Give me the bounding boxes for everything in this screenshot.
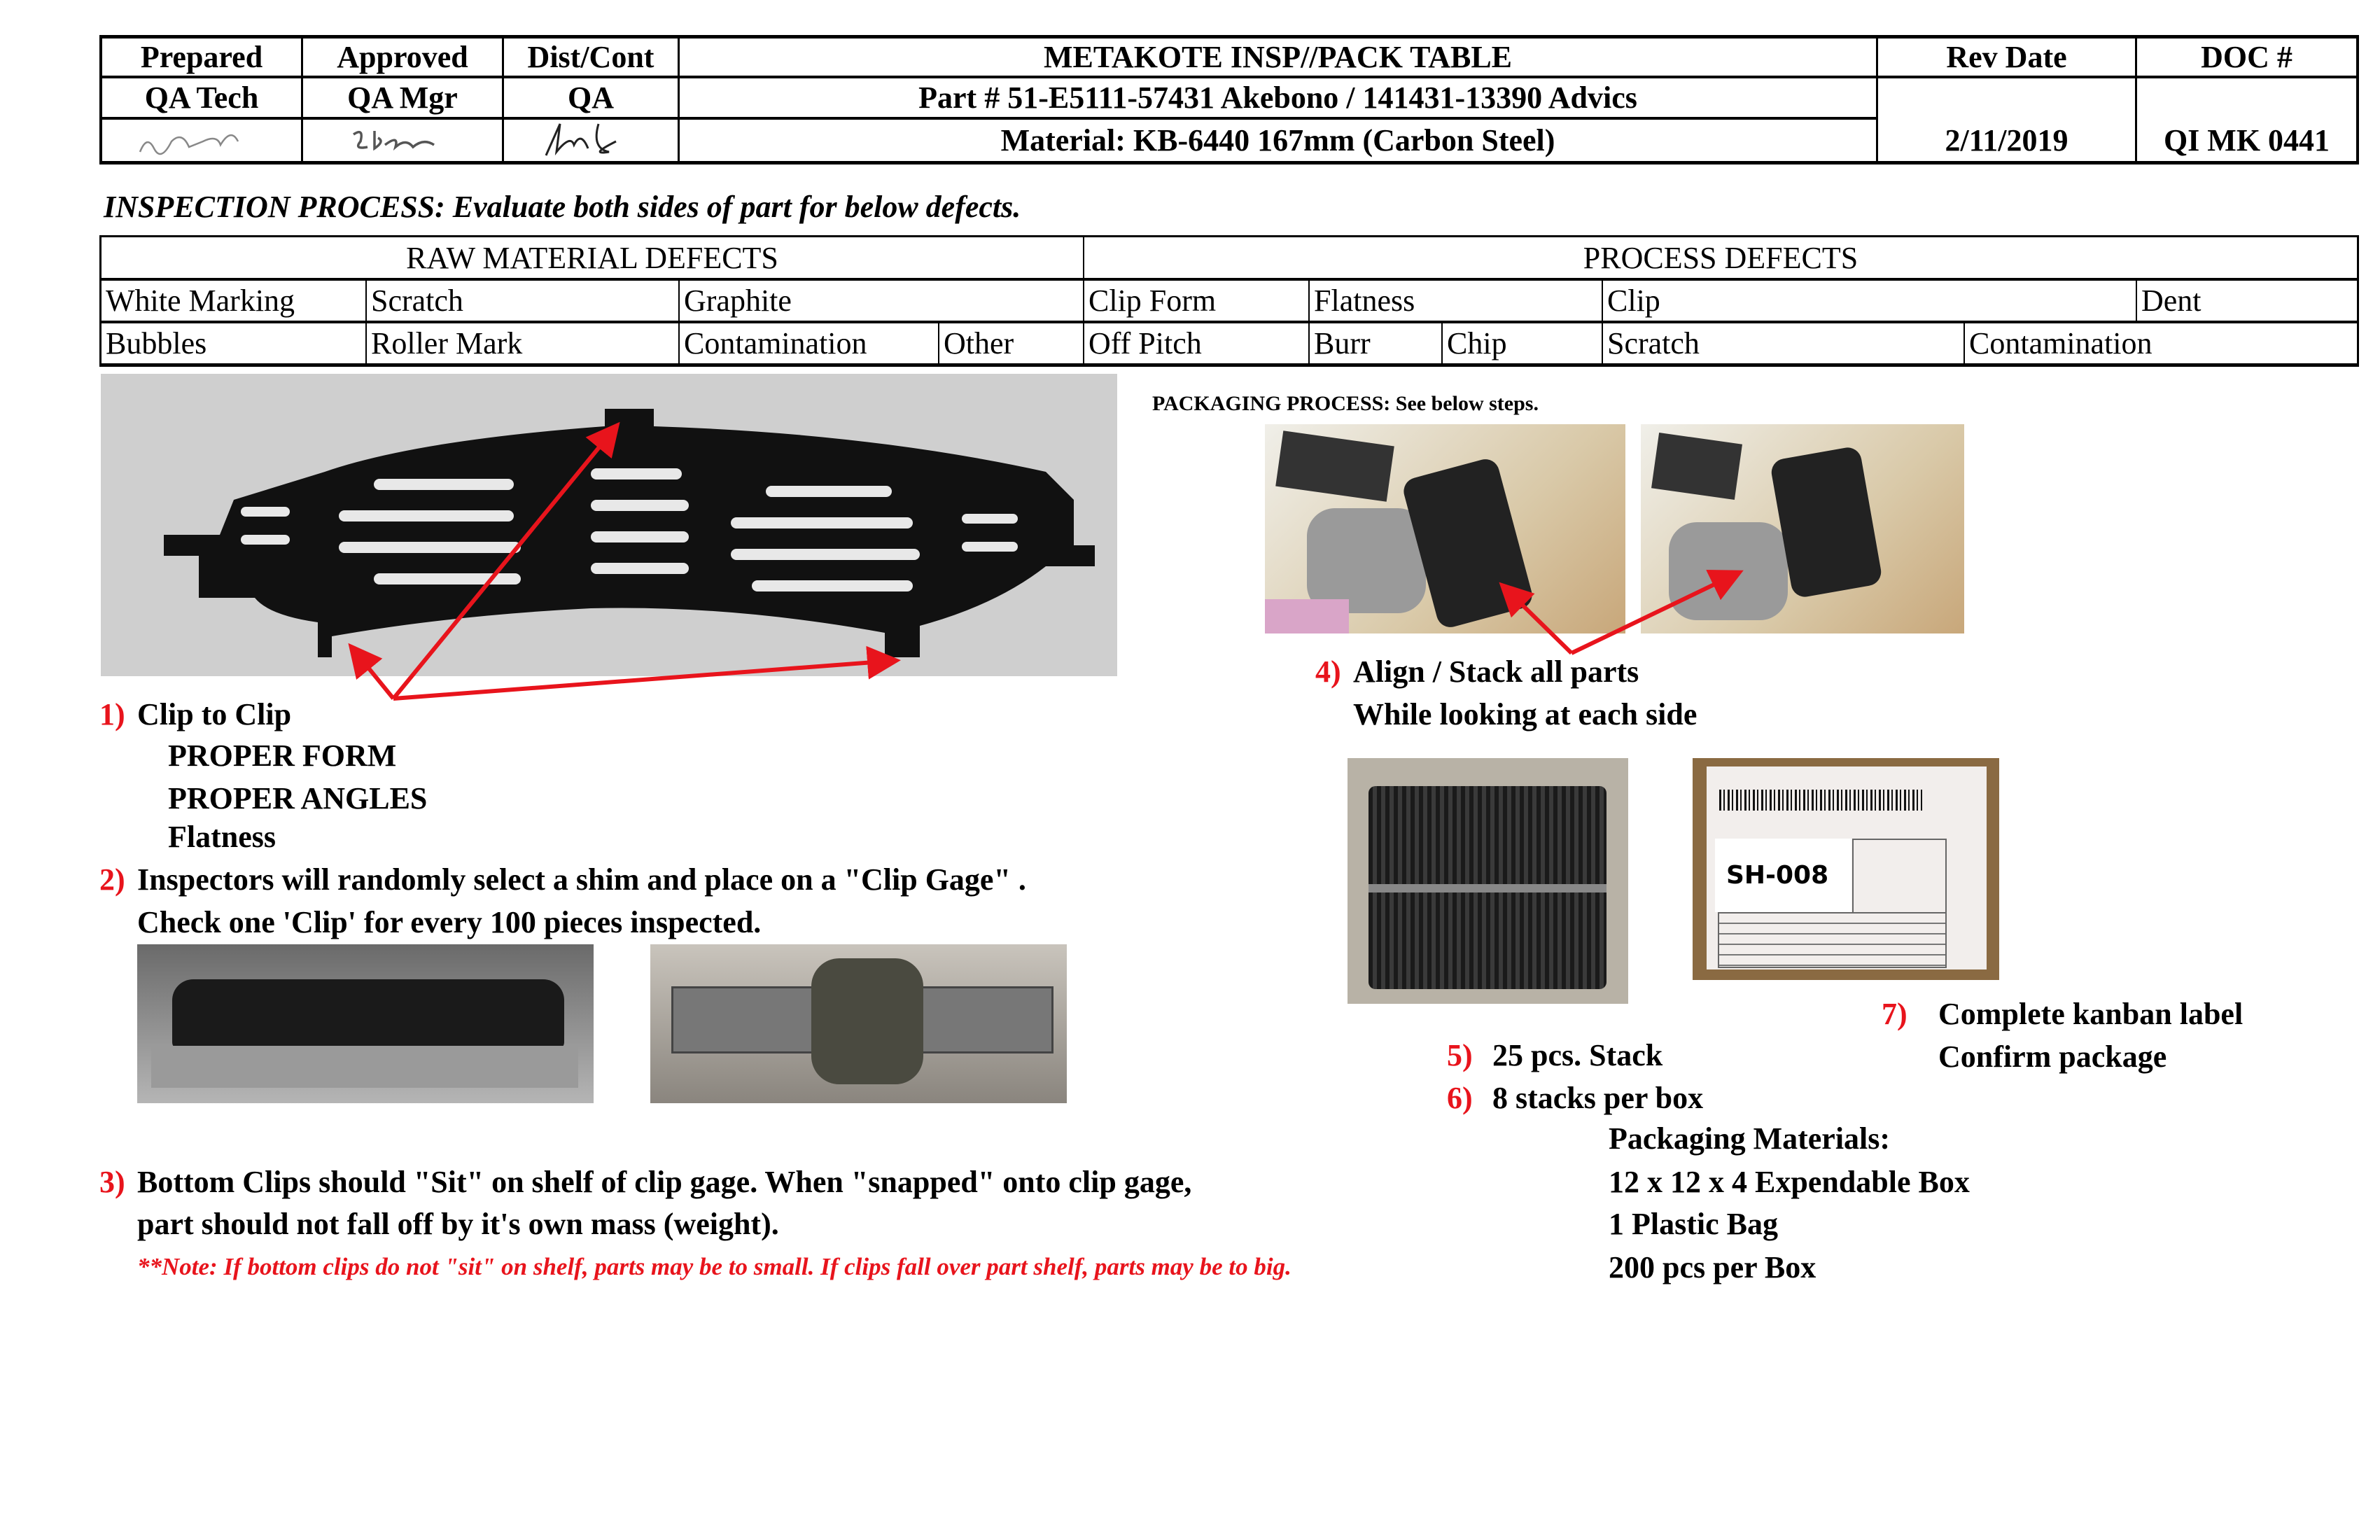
part-number: Part # 51-E5111-57431 Akebono / 141431-13390 Advics bbox=[918, 80, 1637, 115]
dist-cont-label: Dist/Cont bbox=[527, 40, 654, 74]
step-3-text: Bottom Clips should "Sit" on shelf of clip gage. When "snapped" onto clip gage, bbox=[137, 1165, 1192, 1199]
doc-number: QI MK 0441 bbox=[2163, 123, 2330, 158]
step-6-number: 6) bbox=[1447, 1081, 1473, 1115]
material-bag: 1 Plastic Bag bbox=[1609, 1207, 1778, 1241]
step-7-number: 7) bbox=[1882, 997, 1907, 1031]
defect-contamination-process: Contamination bbox=[1969, 326, 2152, 360]
step-6-text: 8 stacks per box bbox=[1492, 1081, 1704, 1115]
defect-off-pitch: Off Pitch bbox=[1088, 326, 1202, 360]
approved-label: Approved bbox=[337, 40, 468, 74]
role-qa: QA bbox=[568, 80, 614, 115]
defect-roller-mark: Roller Mark bbox=[371, 326, 523, 360]
defect-burr: Burr bbox=[1314, 326, 1371, 360]
step-7-text: Complete kanban label bbox=[1938, 997, 2244, 1031]
step-4-text-b: While looking at each side bbox=[1353, 697, 1698, 732]
defect-scratch: Scratch bbox=[371, 284, 463, 318]
rev-date-label: Rev Date bbox=[1946, 40, 2067, 74]
step-1-text: Clip to Clip bbox=[137, 697, 292, 732]
packaging-materials-title: Packaging Materials: bbox=[1609, 1121, 1891, 1156]
step-1-sub-form: PROPER FORM bbox=[168, 738, 397, 773]
document-title: METAKOTE INSP//PACK TABLE bbox=[1043, 40, 1513, 74]
process-defects-title: PROCESS DEFECTS bbox=[1583, 240, 1858, 275]
material-spec: Material: KB-6440 167mm (Carbon Steel) bbox=[1000, 123, 1555, 158]
raw-material-defects-title: RAW MATERIAL DEFECTS bbox=[406, 240, 778, 275]
kanban-label-code: SH-008 bbox=[1715, 839, 1851, 912]
size-note: **Note: If bottom clips do not "sit" on shelf, parts may be to small. If clips fall over part shelf, parts may be to big. bbox=[137, 1253, 1292, 1280]
defect-clip: Clip bbox=[1607, 284, 1660, 318]
step-1-sub-angles: PROPER ANGLES bbox=[168, 781, 428, 816]
packaging-heading: PACKAGING PROCESS: See below steps. bbox=[1152, 392, 1539, 415]
defect-contamination-raw: Contamination bbox=[684, 326, 867, 360]
doc-number-label: DOC # bbox=[2201, 40, 2292, 74]
arrow-stack-1 bbox=[1505, 588, 1572, 653]
arrow-right-clip bbox=[393, 661, 892, 699]
role-qa-mgr: QA Mgr bbox=[347, 80, 458, 115]
defect-clip-form: Clip Form bbox=[1088, 284, 1217, 318]
step-3-text-b: part should not fall off by it's own mass (weight). bbox=[137, 1207, 779, 1241]
step-4-text: Align / Stack all parts bbox=[1353, 654, 1639, 689]
defect-chip: Chip bbox=[1447, 326, 1507, 360]
step-3-number: 3) bbox=[99, 1165, 125, 1199]
defect-bubbles: Bubbles bbox=[106, 326, 207, 360]
defect-dent: Dent bbox=[2141, 284, 2202, 318]
arrow-left-clip bbox=[354, 650, 393, 699]
step-2-text: Inspectors will randomly select a shim and place on a "Clip Gage" . bbox=[137, 862, 1026, 897]
step-1-number: 1) bbox=[99, 697, 125, 732]
rev-date: 2/11/2019 bbox=[1945, 123, 2068, 158]
defect-graphite: Graphite bbox=[684, 284, 792, 318]
step-2-text-b: Check one 'Clip' for every 100 pieces inspected. bbox=[137, 905, 762, 939]
material-qty: 200 pcs per Box bbox=[1609, 1250, 1816, 1284]
step-5-text: 25 pcs. Stack bbox=[1492, 1038, 1663, 1072]
step-2-number: 2) bbox=[99, 862, 125, 897]
step-1-sub-flatness: Flatness bbox=[168, 820, 276, 854]
arrow-stack-2 bbox=[1572, 574, 1736, 653]
defect-other: Other bbox=[944, 326, 1014, 360]
role-qa-tech: QA Tech bbox=[144, 80, 259, 115]
defect-white-marking: White Marking bbox=[106, 284, 295, 318]
prepared-label: Prepared bbox=[140, 40, 263, 74]
defect-scratch-process: Scratch bbox=[1607, 326, 1700, 360]
inspection-heading: INSPECTION PROCESS: Evaluate both sides of part for below defects. bbox=[104, 190, 1021, 224]
step-4-number: 4) bbox=[1315, 654, 1341, 689]
defect-flatness: Flatness bbox=[1314, 284, 1415, 318]
step-5-number: 5) bbox=[1447, 1038, 1473, 1072]
arrow-top-clip bbox=[393, 428, 615, 699]
step-7-text-b: Confirm package bbox=[1938, 1040, 2167, 1074]
material-box: 12 x 12 x 4 Expendable Box bbox=[1609, 1165, 1970, 1199]
